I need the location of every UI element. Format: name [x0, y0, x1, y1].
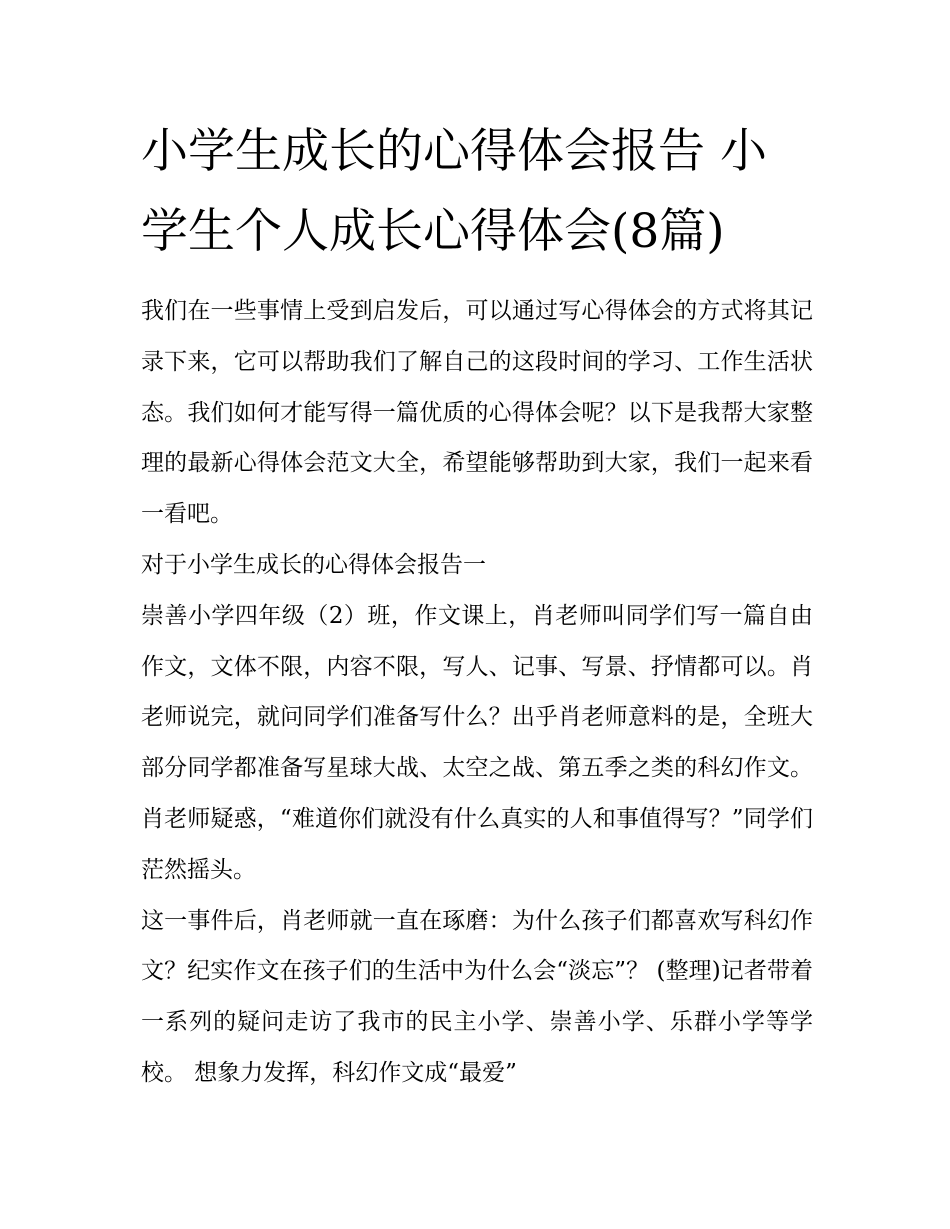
paragraph-followup: 这一事件后，肖老师就一直在琢磨：为什么孩子们都喜欢写科幻作文？纪实作文在孩子们的生活中为什么会“淡忘”？ (整理)记者带着一系列的疑问走访了我市的民主小学、崇善小学、乐群小学等学校。 想象力发挥，科幻作文成“最爱”: [141, 907, 813, 1086]
paragraph-intro: 我们在一些事情上受到启发后，可以通过写心得体会的方式将其记录下来，它可以帮助我们了解自己的这段时间的学习、工作生活状态。我们如何才能写得一篇优质的心得体会呢？以下是我帮大家整理的最新心得体会范文大全，希望能够帮助到大家，我们一起来看一看吧。: [141, 298, 813, 528]
section-heading: 对于小学生成长的心得体会报告一: [141, 551, 486, 578]
document-title: 小学生成长的心得体会报告 小学生个人成长心得体会(8篇): [141, 124, 767, 259]
document-body: [141, 286, 813, 1099]
document-page: [141, 112, 813, 1099]
paragraph-story: 崇善小学四年级（2）班，作文课上，肖老师叫同学们写一篇自由作文，文体不限，内容不限，写人、记事、写景、抒情都可以。肖老师说完，就问同学们准备写什么？出乎肖老师意料的是，全班大部分同学都准备写星球大战、太空之战、第五季之类的科幻作文。肖老师疑惑，“难道你们就没有什么真实的人和事值得写？”同学们茫然摇头。: [141, 602, 813, 883]
